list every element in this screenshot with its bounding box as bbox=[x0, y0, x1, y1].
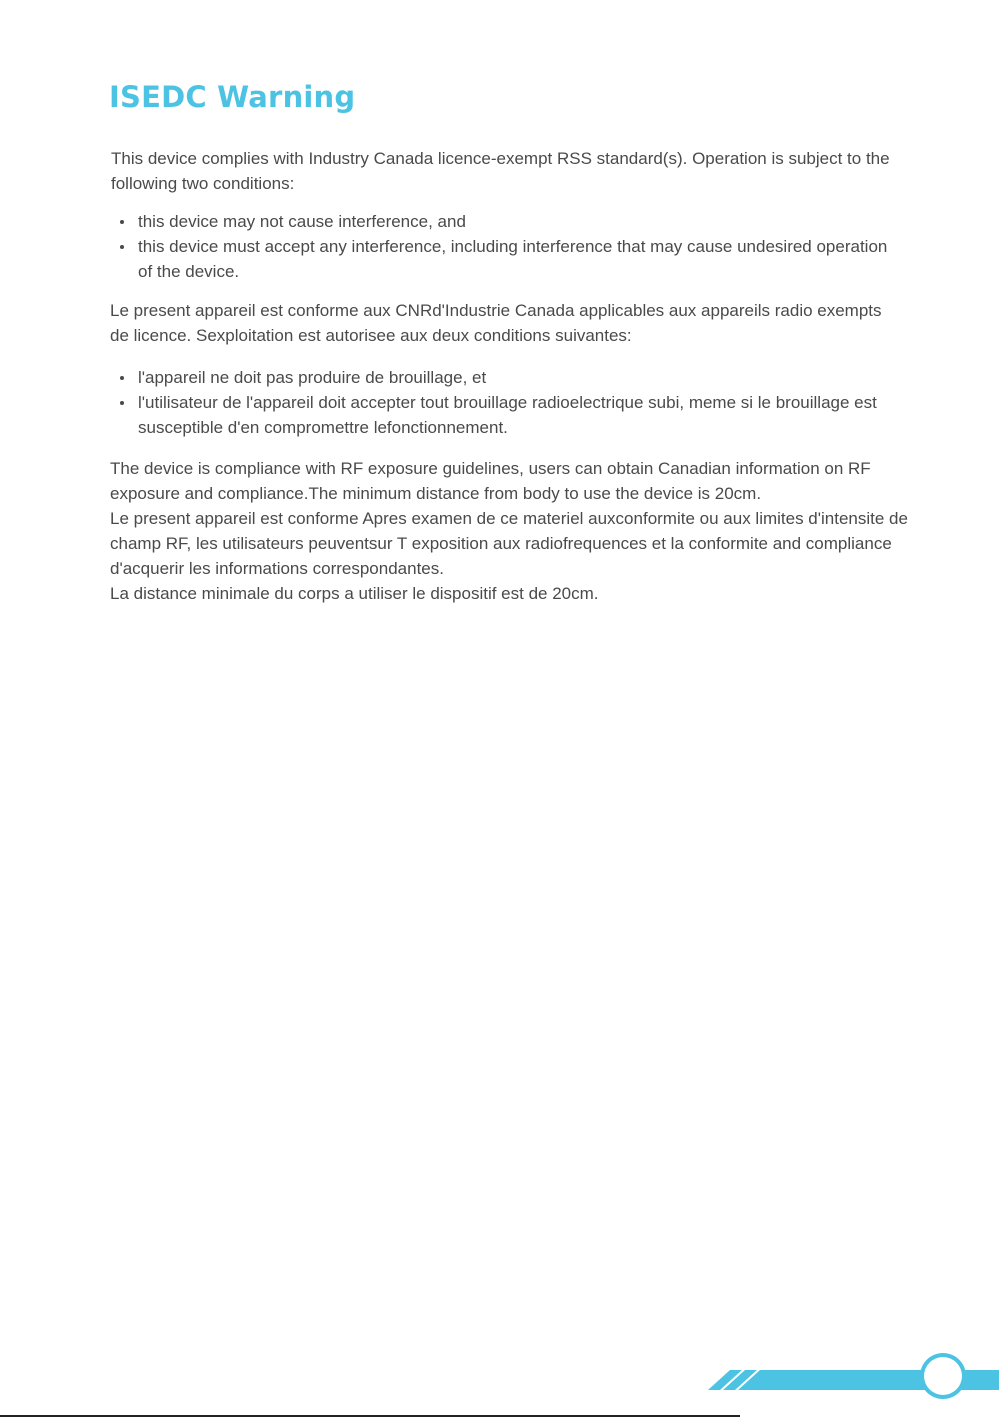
rf-exposure-paragraph bbox=[110, 456, 910, 606]
footer-decoration bbox=[700, 1350, 999, 1410]
list-item bbox=[120, 234, 900, 284]
page-title: ISEDC Warning bbox=[109, 80, 356, 114]
minimum-distance-fr: La distance minimale du corps a utiliser le dispositif est de 20cm. bbox=[110, 584, 599, 603]
list-item-text: l'utilisateur de l'appareil doit accepter tout brouillage radioelectrique subi, meme si le brouillage est susceptible d'en compromettre lefonctionnement. bbox=[138, 393, 877, 437]
page-number-circle-inner bbox=[924, 1357, 962, 1395]
footer-rule bbox=[0, 1415, 740, 1417]
list-item bbox=[120, 390, 900, 440]
list-item bbox=[120, 209, 900, 234]
conditions-list-fr bbox=[120, 365, 900, 440]
intro-paragraph-fr: Le present appareil est conforme aux CNRd'Industrie Canada applicables aux appareils radio exempts de licence. Sexploitation est autorisee aux deux conditions suivantes: bbox=[110, 301, 882, 345]
rf-exposure-fr: Le present appareil est conforme Apres examen de ce materiel auxconformite ou aux limites d'intensite de champ RF, les utilisateurs peuventsur T exposition aux radiofrequences et la conformite and compliance d'acquerir les informations correspondantes. bbox=[110, 509, 908, 578]
list-item bbox=[120, 365, 900, 390]
bullet-icon bbox=[120, 220, 124, 224]
list-item-text: l'appareil ne doit pas produire de brouillage, et bbox=[138, 368, 487, 387]
rf-exposure-en: The device is compliance with RF exposure guidelines, users can obtain Canadian information on RF exposure and compliance.The minimum distance from body to use the device is 20cm. bbox=[110, 459, 871, 503]
list-item-text: this device must accept any interference, including interference that may cause undesired operation of the device. bbox=[138, 237, 888, 281]
conditions-list-en bbox=[120, 209, 900, 284]
list-item-text: this device may not cause interference, and bbox=[138, 212, 466, 231]
intro-paragraph-en: This device complies with Industry Canada licence-exempt RSS standard(s). Operation is subject to the following two conditions: bbox=[111, 149, 890, 193]
bullet-icon bbox=[120, 245, 124, 249]
bullet-icon bbox=[120, 401, 124, 405]
bullet-icon bbox=[120, 376, 124, 380]
